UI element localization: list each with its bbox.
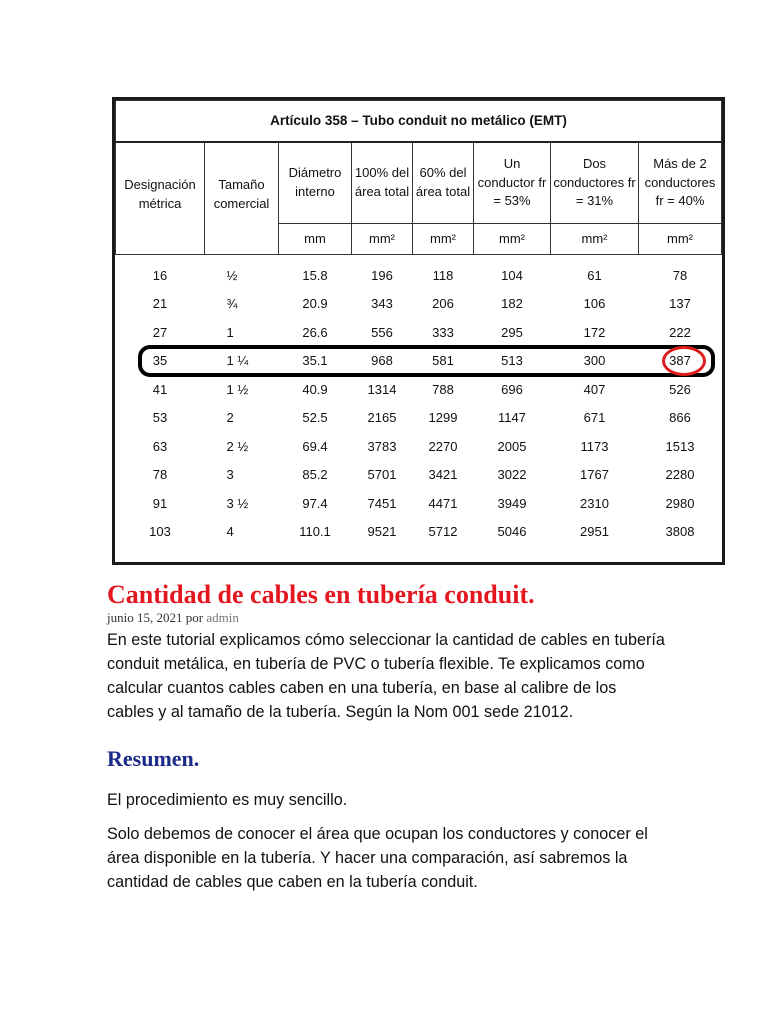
header-dos-conductores: Dos conductores fr = 31% [551, 142, 639, 224]
cell-un-conductor: 5046 [497, 524, 527, 540]
header-designacion: Designación métrica [116, 142, 205, 255]
cell-designacion: 35 [152, 353, 168, 369]
unit-area-60: mm² [413, 224, 474, 255]
cell-area-60: 206 [432, 296, 454, 312]
cell-tamano: 3 [226, 467, 234, 483]
cell-diametro: 69.4 [302, 438, 328, 454]
header-diametro: Diámetro interno [279, 142, 352, 224]
header-area-60: 60% del área total [413, 142, 474, 224]
cell-diametro: 110.1 [299, 524, 331, 540]
cell-dos-conductores: 61 [587, 267, 602, 283]
cell-un-conductor: 104 [501, 267, 523, 283]
cell-designacion: 91 [152, 495, 168, 511]
cell-diametro: 35.1 [302, 353, 328, 369]
conduit-table [115, 100, 722, 546]
cell-diametro: 20.9 [302, 296, 328, 312]
cell-dos-conductores: 106 [583, 296, 606, 312]
cell-area-60: 5712 [428, 524, 458, 540]
post-author[interactable]: admin [206, 610, 239, 625]
cell-un-conductor: 1147 [498, 410, 526, 426]
header-area-100: 100% del área total [352, 142, 413, 224]
paragraph-2: Solo debemos de conocer el área que ocupan los conductores y conocer el área disponible en la tubería. Y hacer una comparación, así sabremos la cantidad de cables que caben en la tubería conduit. [107, 825, 648, 891]
cell-area-100: 3783 [367, 438, 397, 454]
cell-diametro: 85.2 [302, 467, 328, 483]
cell-dos-conductores: 407 [583, 381, 606, 397]
cell-area-100: 1314 [367, 381, 397, 397]
unit-diametro: mm [279, 224, 352, 255]
paragraph-1: El procedimiento es muy sencillo. [107, 791, 348, 809]
cell-area-60: 788 [432, 381, 454, 397]
post-by: por [185, 610, 204, 625]
cell-tamano: 3 ½ [226, 495, 249, 511]
cell-area-100: 7451 [367, 495, 397, 511]
cell-diametro: 40.9 [302, 381, 328, 397]
table-row [116, 489, 722, 518]
cell-dos-conductores: 671 [583, 410, 606, 426]
table-row [116, 518, 722, 547]
cell-mas-de-2: 222 [669, 324, 691, 340]
cell-diametro: 52.5 [302, 410, 328, 426]
cell-diametro: 97.4 [302, 495, 328, 511]
section-title: Resumen. [107, 746, 200, 771]
cell-un-conductor: 2005 [497, 438, 527, 454]
cell-area-100: 5701 [367, 467, 397, 483]
cell-designacion: 16 [152, 267, 168, 283]
cell-dos-conductores: 2310 [580, 495, 609, 511]
cell-area-60: 1299 [428, 410, 458, 426]
cell-designacion: 63 [152, 438, 168, 454]
cell-mas-de-2: 2980 [665, 495, 695, 511]
post-title[interactable]: Cantidad de cables en tubería conduit. [107, 580, 535, 609]
cell-tamano: 4 [226, 524, 234, 540]
cell-mas-de-2: 3808 [665, 524, 695, 540]
cell-dos-conductores: 1173 [580, 438, 609, 454]
cell-area-60: 333 [432, 324, 454, 340]
header-un-conductor: Un conductor fr = 53% [474, 142, 551, 224]
cell-tamano: ½ [226, 267, 238, 283]
unit-dos-conductores: mm² [551, 224, 639, 255]
table-row [116, 347, 722, 376]
cell-dos-conductores: 2951 [580, 524, 609, 540]
cell-tamano: 1 [226, 324, 234, 340]
cell-area-60: 118 [432, 267, 454, 283]
table-row [116, 461, 722, 490]
cell-mas-de-2: 137 [669, 296, 691, 312]
cell-diametro: 26.6 [302, 324, 328, 340]
table-row [116, 375, 722, 404]
conduit-table-image [112, 97, 725, 565]
cell-un-conductor: 3022 [497, 467, 527, 483]
cell-area-100: 2165 [367, 410, 397, 426]
table-row [116, 404, 722, 433]
cell-area-60: 2270 [428, 438, 458, 454]
cell-area-100: 343 [371, 296, 393, 312]
cell-tamano: 1 ¼ [226, 353, 249, 369]
cell-tamano: 1 ½ [226, 381, 249, 397]
cell-un-conductor: 3949 [497, 495, 527, 511]
cell-diametro: 15.8 [302, 267, 328, 283]
post-meta [107, 610, 667, 626]
header-mas-de-2: Más de 2 conductores fr = 40% [639, 142, 722, 224]
cell-area-60: 3421 [428, 467, 458, 483]
cell-designacion: 41 [152, 381, 168, 397]
cell-tamano: ¾ [226, 296, 238, 312]
cell-designacion: 27 [152, 324, 168, 340]
cell-tamano: 2 ½ [226, 438, 249, 454]
cell-tamano: 2 [226, 410, 234, 426]
cell-area-60: 581 [432, 353, 454, 369]
cell-area-60: 4471 [428, 495, 458, 511]
cell-mas-de-2: 2280 [665, 467, 695, 483]
cell-mas-de-2: 1513 [665, 438, 695, 454]
cell-un-conductor: 295 [501, 324, 523, 340]
table-row [116, 255, 722, 290]
cell-un-conductor: 182 [501, 296, 523, 312]
cell-dos-conductores: 172 [583, 324, 606, 340]
cell-un-conductor: 696 [501, 381, 523, 397]
table-row [116, 432, 722, 461]
table-title: Artículo 358 – Tubo conduit no metálico (EMT) [116, 101, 722, 143]
cell-mas-de-2: 866 [669, 410, 691, 426]
unit-mas-de-2: mm² [639, 224, 722, 255]
header-tamano: Tamaño comercial [205, 142, 279, 255]
cell-designacion: 103 [149, 524, 171, 540]
post-date: junio 15, 2021 [107, 610, 183, 625]
cell-mas-de-2: 526 [669, 381, 691, 397]
intro-paragraph: En este tutorial explicamos cómo seleccionar la cantidad de cables en tubería conduit metálica, en tubería de PVC o tubería flexible. Te explicamos como calcular cuantos cables caben en una tubería, en base al calibre de los cables y al tamaño de la tubería. Según la Nom 001 sede 21012. [107, 631, 665, 721]
cell-area-100: 556 [371, 324, 393, 340]
cell-designacion: 53 [152, 410, 168, 426]
cell-area-100: 968 [371, 353, 393, 369]
table-row [116, 290, 722, 319]
article [107, 580, 667, 894]
cell-area-100: 196 [371, 267, 393, 283]
unit-un-conductor: mm² [474, 224, 551, 255]
table-row [116, 318, 722, 347]
cell-dos-conductores: 300 [583, 353, 606, 369]
cell-dos-conductores: 1767 [580, 467, 609, 483]
cell-mas-de-2: 78 [672, 267, 688, 283]
cell-un-conductor: 513 [501, 353, 523, 369]
unit-area-100: mm² [352, 224, 413, 255]
cell-mas-de-2: 387 [669, 353, 691, 369]
cell-designacion: 78 [152, 467, 168, 483]
cell-area-100: 9521 [367, 524, 397, 540]
cell-designacion: 21 [152, 296, 168, 312]
